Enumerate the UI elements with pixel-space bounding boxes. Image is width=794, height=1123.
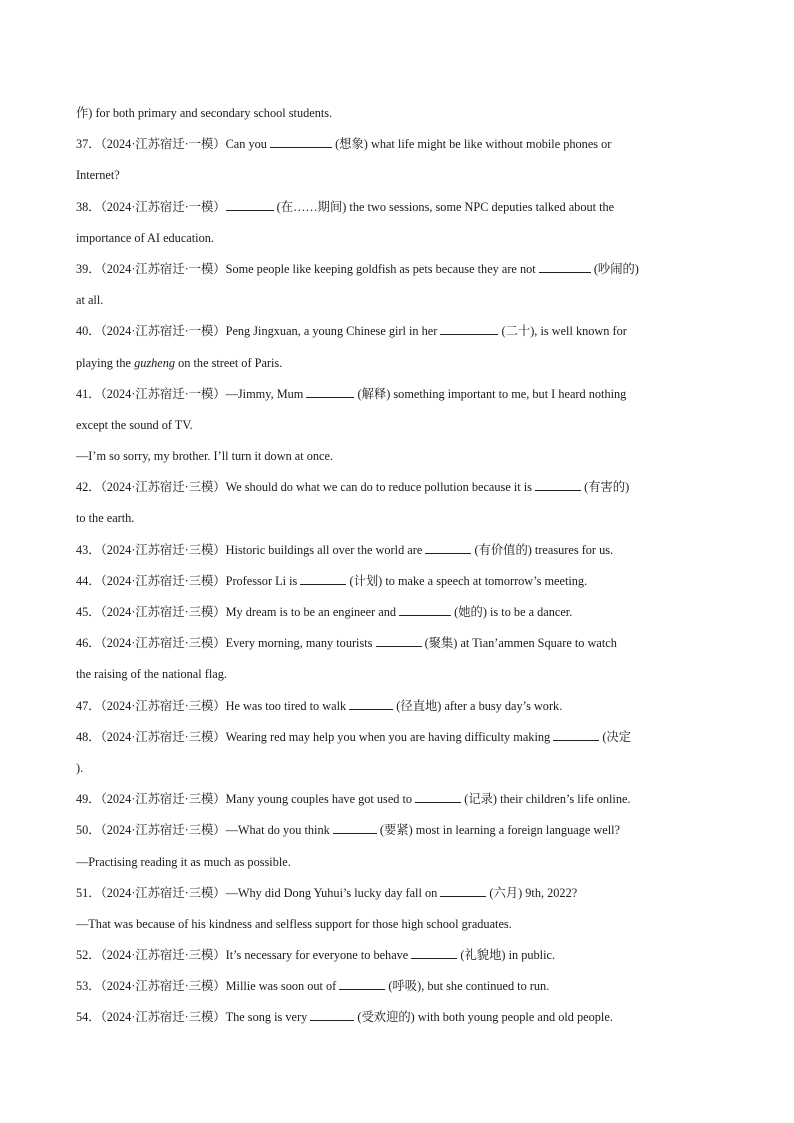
question-line <box>76 129 720 160</box>
question-54 <box>76 1002 720 1033</box>
question-41 <box>76 379 720 473</box>
question-text: 47．（2024·江苏宿迁·三模）He was too tired to walk <box>76 698 350 713</box>
question-text: ). <box>76 760 84 775</box>
question-text: (记录) their children’s life online. <box>461 792 631 807</box>
question-line <box>76 1002 720 1033</box>
question-line <box>76 971 720 1002</box>
question-text: 40．（2024·江苏宿迁·一模）Peng Jingxuan, a young Chinese girl in her <box>76 324 441 339</box>
question-line <box>76 878 720 909</box>
question-line <box>76 659 720 690</box>
question-line <box>76 753 720 784</box>
question-text: (要紧) most in learning a foreign language well? <box>376 823 620 838</box>
question-text: 52．（2024·江苏宿迁·三模）It’s necessary for everyone to behave <box>76 948 412 963</box>
question-line <box>76 535 720 566</box>
question-text: (在……期间) the two sessions, some NPC deputies talked about the <box>273 199 615 214</box>
question-text: —I’m so sorry, my brother. I’ll turn it down at once. <box>76 449 334 464</box>
question-line <box>76 348 720 379</box>
question-42 <box>76 472 720 534</box>
question-line <box>76 597 720 628</box>
answer-blank[interactable] <box>440 885 486 897</box>
question-49 <box>76 784 720 815</box>
question-52 <box>76 940 720 971</box>
question-text: (二十), is well known for <box>498 324 627 339</box>
question-text: 50．（2024·江苏宿迁·三模）—What do you think <box>76 823 333 838</box>
question-43 <box>76 535 720 566</box>
question-text: 43．（2024·江苏宿迁·三模）Historic buildings all over the world are <box>76 542 426 557</box>
question-text: 41．（2024·江苏宿迁·一模）—Jimmy, Mum <box>76 386 307 401</box>
question-text: at all. <box>76 293 104 308</box>
question-text: Internet? <box>76 168 120 183</box>
question-line <box>76 628 720 659</box>
question-text: on the street of Paris. <box>175 355 283 370</box>
answer-blank[interactable] <box>310 1009 354 1021</box>
question-40 <box>76 316 720 378</box>
answer-blank[interactable] <box>399 604 451 616</box>
answer-blank[interactable] <box>300 573 346 585</box>
question-text: 51．（2024·江苏宿迁·三模）—Why did Dong Yuhui’s lucky day fall on <box>76 885 441 900</box>
question-text: guzheng <box>134 355 176 370</box>
question-line <box>76 503 720 534</box>
answer-blank[interactable] <box>333 822 377 834</box>
question-text: (想象) what life might be like without mobile phones or <box>332 137 612 152</box>
question-text: (礼貌地) in public. <box>457 948 556 963</box>
question-45 <box>76 597 720 628</box>
question-text: except the sound of TV. <box>76 417 193 432</box>
question-line <box>76 379 720 410</box>
question-line <box>76 316 720 347</box>
question-text: 37．（2024·江苏宿迁·一模）Can you <box>76 137 271 152</box>
question-text: importance of AI education. <box>76 230 214 245</box>
question-text: (呼吸), but she continued to run. <box>385 979 550 994</box>
question-line <box>76 160 720 191</box>
question-text: (吵闹的) <box>590 261 639 276</box>
question-text: 38．（2024·江苏宿迁·一模） <box>76 199 226 214</box>
answer-blank[interactable] <box>425 542 471 554</box>
answer-blank[interactable] <box>553 729 599 741</box>
question-text: 44．（2024·江苏宿迁·三模）Professor Li is <box>76 573 301 588</box>
question-line <box>76 410 720 441</box>
question-line <box>76 441 720 472</box>
answer-blank[interactable] <box>535 479 581 491</box>
question-line <box>76 784 720 815</box>
question-line <box>76 566 720 597</box>
answer-blank[interactable] <box>376 635 422 647</box>
question-44 <box>76 566 720 597</box>
question-line <box>76 691 720 722</box>
answer-blank[interactable] <box>415 791 461 803</box>
question-text: 48．（2024·江苏宿迁·三模）Wearing red may help you when you are having difficulty making <box>76 729 554 744</box>
question-text: —Practising reading it as much as possible. <box>76 854 291 869</box>
answer-blank[interactable] <box>539 261 591 273</box>
question-line <box>76 472 720 503</box>
answer-blank[interactable] <box>226 199 274 211</box>
answer-blank[interactable] <box>270 136 332 148</box>
question-text: 42．（2024·江苏宿迁·三模）We should do what we can do to reduce pollution because it is <box>76 480 536 495</box>
question-48 <box>76 722 720 784</box>
question-text: (六月) 9th, 2022? <box>486 885 578 900</box>
question-continuation <box>76 98 720 129</box>
question-text: to the earth. <box>76 511 135 526</box>
question-text: 46．（2024·江苏宿迁·三模）Every morning, many tourists <box>76 636 376 651</box>
question-text: (计划) to make a speech at tomorrow’s meeting. <box>346 573 588 588</box>
question-text: (有价值的) treasures for us. <box>471 542 614 557</box>
answer-blank[interactable] <box>440 323 498 335</box>
question-text: the raising of the national flag. <box>76 667 227 682</box>
question-text: (她的) is to be a dancer. <box>451 605 573 619</box>
question-46 <box>76 628 720 690</box>
question-line <box>76 940 720 971</box>
question-text: —That was because of his kindness and selfless support for those high school graduates. <box>76 916 512 931</box>
question-line <box>76 285 720 316</box>
question-text: 45．（2024·江苏宿迁·三模）My dream is to be an engineer and <box>76 605 400 619</box>
answer-blank[interactable] <box>411 947 457 959</box>
question-text: 53．（2024·江苏宿迁·三模）Millie was soon out of <box>76 979 340 994</box>
question-list <box>76 98 720 1034</box>
question-text: 54．（2024·江苏宿迁·三模）The song is very <box>76 1010 311 1025</box>
question-39 <box>76 254 720 316</box>
question-text: (径直地) after a busy day’s work. <box>393 698 563 713</box>
question-text: playing the <box>76 355 135 370</box>
answer-blank[interactable] <box>306 386 354 398</box>
question-text: (决定 <box>599 729 632 744</box>
answer-blank[interactable] <box>339 978 385 990</box>
question-line <box>76 98 720 129</box>
question-53 <box>76 971 720 1002</box>
question-text: (受欢迎的) with both young people and old people. <box>354 1010 613 1025</box>
question-line <box>76 722 720 753</box>
question-text: 作) for both primary and secondary school students. <box>76 106 333 120</box>
question-text: 39．（2024·江苏宿迁·一模）Some people like keeping goldfish as pets because they are not <box>76 261 539 276</box>
question-line <box>76 192 720 223</box>
question-text: 49．（2024·江苏宿迁·三模）Many young couples have got used to <box>76 792 416 807</box>
question-text: (解释) something important to me, but I heard nothing <box>354 386 627 401</box>
question-50 <box>76 815 720 877</box>
question-line <box>76 847 720 878</box>
question-line <box>76 815 720 846</box>
question-line <box>76 223 720 254</box>
question-37 <box>76 129 720 191</box>
question-text: (有害的) <box>581 480 630 495</box>
question-line <box>76 909 720 940</box>
question-line <box>76 254 720 285</box>
question-51 <box>76 878 720 940</box>
answer-blank[interactable] <box>349 698 393 710</box>
question-38 <box>76 192 720 254</box>
question-text: (聚集) at Tian’ammen Square to watch <box>421 636 617 651</box>
question-47 <box>76 691 720 722</box>
